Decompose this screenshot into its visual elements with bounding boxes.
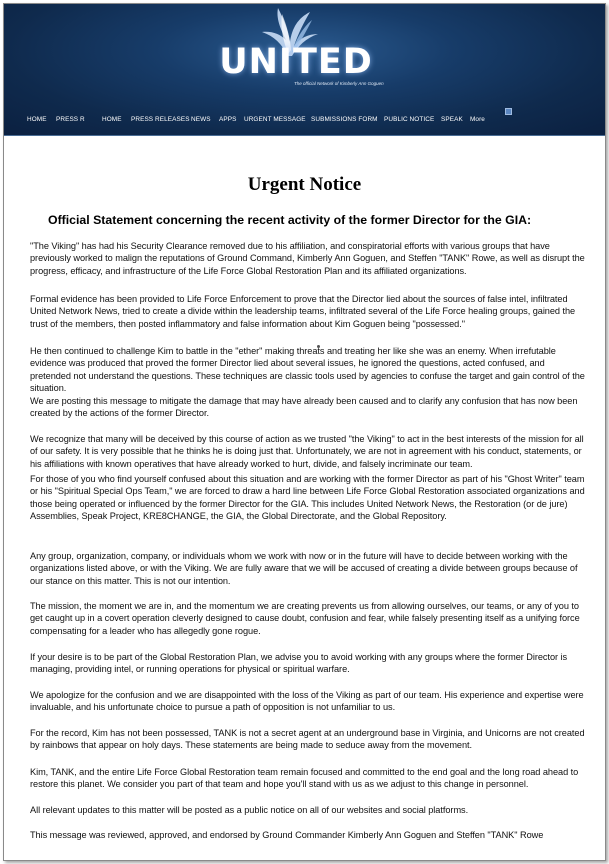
article-paragraph: Any group, organization, company, or individuals whom we work with now or in the future will have to decide between working with the organizations listed above, or with the Viking. We are fully aware that we will be accused of creating a divide between groups because of our stance on this matter. This is not our intention. <box>30 551 578 586</box>
article-paragraph: "The Viking" has had his Security Clearance removed due to his affiliation, and conspiratorial efforts with various groups that have previously worked to malign the reputations of Ground Command, Kimberly Ann Goguen, and Steffen "TANK" Rowe, as well as disrupt the progress, efficacy, and infrastructure of the Life Force Global Restoration Plan and its affiliated organizations. <box>30 241 585 276</box>
article-paragraph: If your desire is to be part of the Global Restoration Plan, we advise you to avoid working with any groups where the former Director is managing, providing intel, or running operations for physical or spiritual warfare. <box>30 652 568 675</box>
article-paragraph: For the record, Kim has not been possessed, TANK is not a secret agent at an underground base in Virginia, and Unicorns are not created by rainbows that appear on holy days. These statements are being made to seduce away from the movement. <box>30 728 585 751</box>
site-header <box>4 4 605 136</box>
nav-home[interactable]: HOME <box>27 116 47 123</box>
article-paragraph: This message was reviewed, approved, and endorsed by Ground Commander Kimberly Ann Goguen and Steffen "TANK" Rowe <box>30 830 544 840</box>
article-paragraph: Formal evidence has been provided to Life Force Enforcement to prove that the Director lied about the sources of false intel, infiltrated United Network News, tried to create a divide within the leadership teams, infiltrated several of the Life Force healing groups, gained the trust of the members, then posted inflammatory and false information about Kim Goguen being "possessed." <box>30 294 576 329</box>
nav-home-2[interactable]: HOME <box>102 116 122 123</box>
page-title: Urgent Notice <box>247 174 362 195</box>
nav-more[interactable]: More <box>470 116 485 123</box>
nav-divider <box>4 135 605 136</box>
article-paragraph: The mission, the moment we are in, and the momentum we are creating prevents us from allowing ourselves, our teams, or any of you to get caught up in a covert operation cleverly designed to cause doubt, confusion and fear, while falsely presenting itself as a unifying force compensating for a leader who has allegedly gone rogue. <box>30 601 580 636</box>
article-paragraph: We recognize that many will be deceived by this course of action as we trusted "the Viking" to act in the best interests of the mission for all of our safety. It is very possible that he thinks he is doing just that. Unfortunately, we are not in agreement with his conduct, statements, or his affiliations with known operatives that have already worked to hurt, divide, and falsely incriminate our team. <box>30 434 584 469</box>
rss-icon[interactable] <box>505 108 512 115</box>
main-nav <box>4 115 605 131</box>
nav-urgent-message[interactable]: URGENT MESSAGE <box>244 116 306 123</box>
nav-public-notice[interactable]: PUBLIC NOTICE <box>384 116 435 123</box>
article-paragraph: We apologize for the confusion and we are disappointed with the loss of the Viking as part of our team. His experience and expertise were invaluable, and his unfortunate choice to pursue a path of opposition is not unfamiliar to us. <box>30 690 584 713</box>
nav-speak[interactable]: SPEAK <box>441 116 463 123</box>
nav-submissions-form[interactable]: SUBMISSIONS FORM <box>311 116 378 123</box>
nav-press-releases[interactable]: PRESS RELEASES <box>131 116 190 123</box>
article-paragraph: For those of you who find yourself confused about this situation and are working with the former Director as part of his "Ghost Writer" team or his "Spiritual Special Ops Team," we are forced to draw a hard line between Life Force Global Restoration associated organizations and those being operated or influenced by the former Director for the GIA. This includes United Network News, the Restoration (or de jure) Assemblies, Speak Project, KRE8CHANGE, the GIA, the Global Directorate, and the Global Repository. <box>30 474 585 522</box>
article-paragraph: All relevant updates to this matter will be posted as a public notice on all of our websites and social platforms. <box>30 805 469 815</box>
article-paragraph: He then continued to challenge Kim to battle in the "ether" making threats and treating her like she was an enemy. When irrefutable evidence was produced that proved the former Director lied about several issues, he ignored the questions, acted confused, and pretended not understand the questions. These techniques are classic tools used by agencies to confuse the target and gain control of the situation. <box>30 346 585 394</box>
nav-press-truncated[interactable]: PRESS R <box>56 116 85 123</box>
nav-apps[interactable]: APPS <box>219 116 237 123</box>
page-subtitle: Official Statement concerning the recent activity of the former Director for the GIA: <box>48 213 532 227</box>
article-paragraph: We are posting this message to mitigate the damage that may have already been caused and to clarify any confusion that has now been created by the actions of the former Director. <box>30 396 578 419</box>
article-paragraph: Kim, TANK, and the entire Life Force Global Restoration team remain focused and committed to the end goal and the long road ahead to restore this planet. We consider you part of that team and hope you'll stand with us as we adjust to this change in personnel. <box>30 767 579 790</box>
site-logo[interactable]: UNITED <box>219 42 373 82</box>
site-tagline: The official Network of Kimberly Ann Goguen <box>294 81 384 86</box>
nav-news[interactable]: NEWS <box>191 116 211 123</box>
page-frame <box>3 3 606 861</box>
